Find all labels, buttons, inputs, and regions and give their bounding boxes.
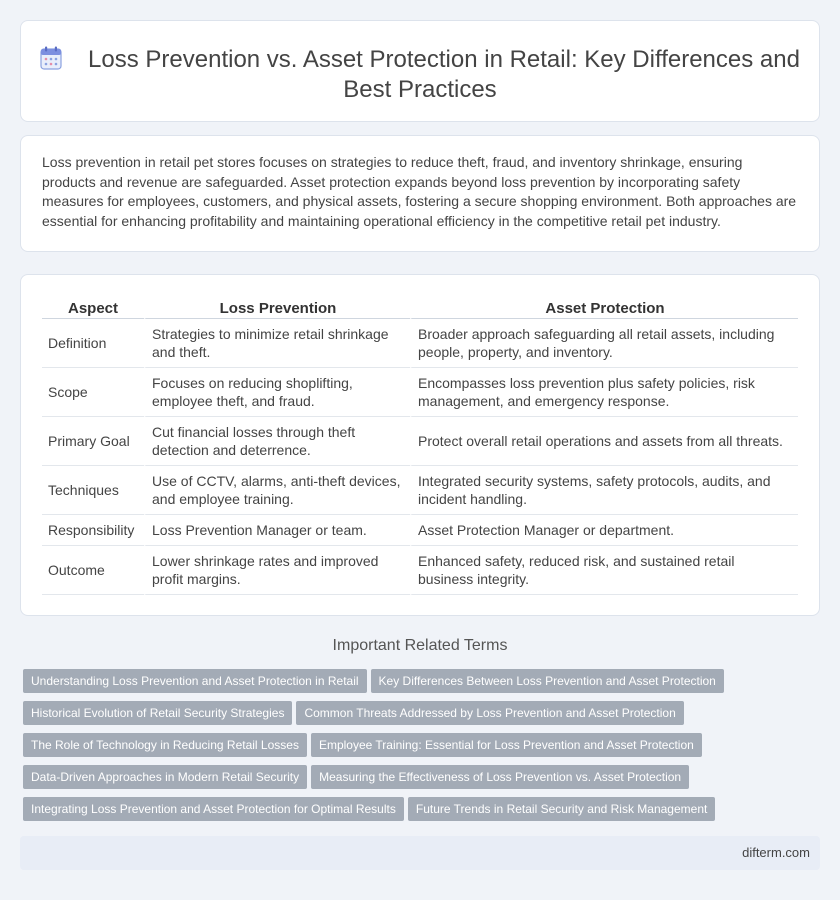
tag-row [23, 797, 823, 829]
row-asset-protection: Protect overall retail operations and assets from all threats. [410, 417, 798, 466]
row-aspect: Outcome [42, 546, 144, 595]
related-term-tag[interactable]: The Role of Technology in Reducing Retail Losses [23, 733, 307, 757]
header-asset-protection: Asset Protection [410, 295, 798, 319]
row-aspect: Techniques [42, 466, 144, 515]
tag-row [23, 765, 823, 797]
calendar-icon [40, 46, 62, 70]
table-row [42, 417, 798, 466]
table-header-row [42, 295, 798, 319]
row-aspect: Primary Goal [42, 417, 144, 466]
title-card [20, 20, 820, 122]
row-loss-prevention: Focuses on reducing shoplifting, employee theft, and fraud. [144, 368, 410, 417]
header-aspect: Aspect [42, 295, 144, 319]
row-asset-protection: Asset Protection Manager or department. [410, 515, 798, 546]
row-aspect: Scope [42, 368, 144, 417]
row-asset-protection: Enhanced safety, reduced risk, and sustained retail business integrity. [410, 546, 798, 595]
comparison-table [42, 295, 798, 595]
footer [20, 836, 820, 870]
page-title-wrap [21, 45, 819, 105]
related-term-tag[interactable]: Common Threats Addressed by Loss Prevention and Asset Protection [296, 701, 683, 725]
related-term-tag[interactable]: Historical Evolution of Retail Security Strategies [23, 701, 292, 725]
table-row [42, 466, 798, 515]
row-asset-protection: Encompasses loss prevention plus safety policies, risk management, and emergency response. [410, 368, 798, 417]
row-aspect: Definition [42, 319, 144, 368]
row-aspect: Responsibility [42, 515, 144, 546]
row-loss-prevention: Cut financial losses through theft detection and deterrence. [144, 417, 410, 466]
header-loss-prevention: Loss Prevention [144, 295, 410, 319]
row-loss-prevention: Loss Prevention Manager or team. [144, 515, 410, 546]
table-row [42, 515, 798, 546]
row-asset-protection: Integrated security systems, safety protocols, audits, and incident handling. [410, 466, 798, 515]
related-terms-list [23, 669, 823, 829]
table-row [42, 368, 798, 417]
page-title: Loss Prevention vs. Asset Protection in Retail: Key Differences and Best Practices [88, 46, 800, 103]
related-term-tag[interactable]: Future Trends in Retail Security and Risk Management [408, 797, 715, 821]
table-row [42, 546, 798, 595]
intro-paragraph: Loss prevention in retail pet stores focuses on strategies to reduce theft, fraud, and inventory shrinkage, ensuring products and revenue are safeguarded. Asset protection expands beyond loss prevention by incorporating safety measures for employees, customers, and physical assets, fostering a secure shopping environment. Both approaches are essential for enhancing profitability and maintaining operational efficiency in the competitive retail pet industry. [42, 154, 797, 229]
footer-site-link[interactable]: difterm.com [742, 845, 810, 860]
tag-row [23, 701, 823, 733]
related-term-tag[interactable]: Integrating Loss Prevention and Asset Protection for Optimal Results [23, 797, 404, 821]
row-loss-prevention: Use of CCTV, alarms, anti-theft devices, and employee training. [144, 466, 410, 515]
related-term-tag[interactable]: Understanding Loss Prevention and Asset Protection in Retail [23, 669, 367, 693]
row-loss-prevention: Strategies to minimize retail shrinkage and theft. [144, 319, 410, 368]
table-row [42, 319, 798, 368]
related-term-tag[interactable]: Measuring the Effectiveness of Loss Prevention vs. Asset Protection [311, 765, 689, 789]
row-asset-protection: Broader approach safeguarding all retail assets, including people, property, and inventory. [410, 319, 798, 368]
tag-row [23, 669, 823, 701]
related-term-tag[interactable]: Data-Driven Approaches in Modern Retail Security [23, 765, 307, 789]
related-term-tag[interactable]: Key Differences Between Loss Prevention and Asset Protection [371, 669, 724, 693]
related-terms-heading: Important Related Terms [332, 637, 508, 654]
intro-card [20, 135, 820, 252]
comparison-card [20, 274, 820, 616]
tag-row [23, 733, 823, 765]
row-loss-prevention: Lower shrinkage rates and improved profit margins. [144, 546, 410, 595]
related-term-tag[interactable]: Employee Training: Essential for Loss Prevention and Asset Protection [311, 733, 702, 757]
